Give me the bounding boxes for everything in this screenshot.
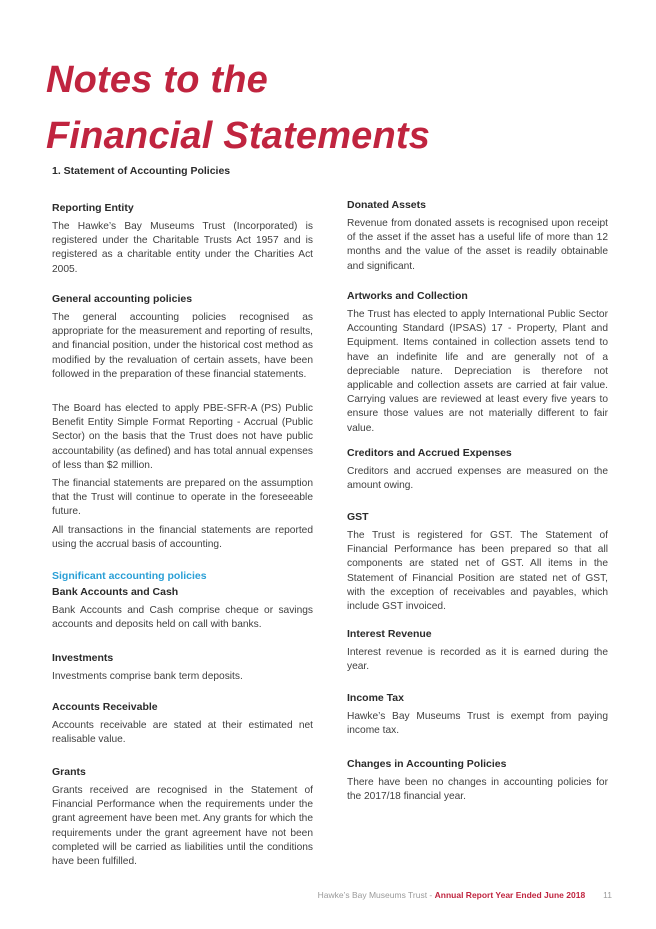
artworks-section (347, 289, 608, 436)
grants-section (52, 765, 313, 869)
footer-org: Hawke’s Bay Museums Trust - (317, 890, 435, 900)
income-tax-heading: Income Tax (347, 692, 404, 704)
artworks-text: The Trust has elected to apply International Public Sector Accounting Standard (IPSAS) 17 - Property, Plant and Equipment. Items contained in collection assets tend to have an indefinite life and are generally not of a depreciable nature. Depreciation is therefore not applicable and collection assets are carried at fair value. Carrying values are reviewed at least every five years to ensure those values are not materially different to fair value. (347, 309, 608, 434)
general-policies-paragraph-1: The general accounting policies recognised as appropriate for the measurement and reporting of results, and financial position, under the historical cost method as modified by the revaluation of certain assets, have been followed in the preparation of these financial statements. (52, 312, 313, 380)
gst-text: The Trust is registered for GST. The Statement of Financial Performance has been prepared so that all components are stated net of GST. All items in the Statement of Financial Position are stated net of GST, with the exception of receivables and payables, which include GST invoiced. (347, 530, 608, 613)
interest-revenue-section (347, 627, 608, 674)
page-footer (0, 890, 612, 900)
page-number: 11 (603, 890, 612, 900)
accounts-receivable-section (52, 700, 313, 747)
donated-assets-text: Revenue from donated assets is recognised upon receipt of the asset if the asset has a useful life of more than 12 months and the value of the asset is readily obtainable and significant. (347, 218, 608, 272)
income-tax-text: Hawke’s Bay Museums Trust is exempt from paying income tax. (347, 711, 608, 737)
donated-assets-section (347, 198, 608, 274)
reporting-entity-section (52, 201, 313, 277)
interest-revenue-text: Interest revenue is recorded as it is earned during the year. (347, 647, 608, 673)
changes-text: There have been no changes in accounting policies for the 2017/18 financial year. (347, 777, 608, 803)
significant-policies-section (52, 569, 313, 632)
significant-policies-heading: Significant accounting policies (52, 570, 207, 582)
investments-text: Investments comprise bank term deposits. (52, 671, 243, 682)
accounts-receivable-text: Accounts receivable are stated at their estimated net realisable value. (52, 720, 313, 746)
investments-section (52, 651, 313, 684)
page-title-line-2: Financial Statements (46, 115, 431, 157)
income-tax-section (347, 691, 608, 738)
page-title (46, 52, 430, 164)
page-title-line-1: Notes to the (46, 59, 268, 101)
donated-assets-heading: Donated Assets (347, 199, 426, 211)
creditors-text: Creditors and accrued expenses are measured on the amount owing. (347, 466, 608, 492)
artworks-heading: Artworks and Collection (347, 290, 468, 302)
reporting-entity-heading: Reporting Entity (52, 202, 134, 214)
creditors-heading: Creditors and Accrued Expenses (347, 447, 512, 459)
grants-text: Grants received are recognised in the Statement of Financial Performance when the requirements under the grant agreement have been met. Any grants for which the requirements under the grant agreement have not been completed will be carried as liabilities until the conditions have been fulfilled. (52, 785, 313, 868)
bank-accounts-heading: Bank Accounts and Cash (52, 586, 179, 598)
general-policies-paragraph-2: The Board has elected to apply PBE-SFR-A (PS) Public Benefit Entity Simple Format Reporting - Accrual (Public Sector) on the basis that the Trust does not have public accountability (as defined) and has total annual expenses of less than $2 million. (52, 403, 313, 471)
grants-heading: Grants (52, 766, 86, 778)
general-policies-paragraph-3: The financial statements are prepared on the assumption that the Trust will continue to operate in the foreseeable future. (52, 478, 313, 518)
gst-heading: GST (347, 511, 369, 523)
investments-heading: Investments (52, 652, 114, 664)
creditors-section (347, 446, 608, 493)
general-policies-section (52, 292, 313, 552)
changes-heading: Changes in Accounting Policies (347, 758, 507, 770)
gst-section (347, 510, 608, 614)
section-title: 1. Statement of Accounting Policies (52, 165, 231, 177)
changes-section (347, 757, 608, 804)
general-policies-paragraph-4: All transactions in the financial statements are reported using the accrual basis of accounting. (52, 524, 313, 550)
general-policies-heading: General accounting policies (52, 293, 193, 305)
footer-report-title: Annual Report Year Ended June 2018 (434, 890, 586, 900)
interest-revenue-heading: Interest Revenue (347, 628, 432, 640)
accounts-receivable-heading: Accounts Receivable (52, 701, 158, 713)
bank-accounts-text: Bank Accounts and Cash comprise cheque or savings accounts and deposits held on call with banks. (52, 605, 313, 631)
reporting-entity-text: The Hawke’s Bay Museums Trust (Incorporated) is registered under the Charitable Trusts Act 1957 and is registered as a charitable entity under the Charities Act 2005. (52, 221, 313, 275)
